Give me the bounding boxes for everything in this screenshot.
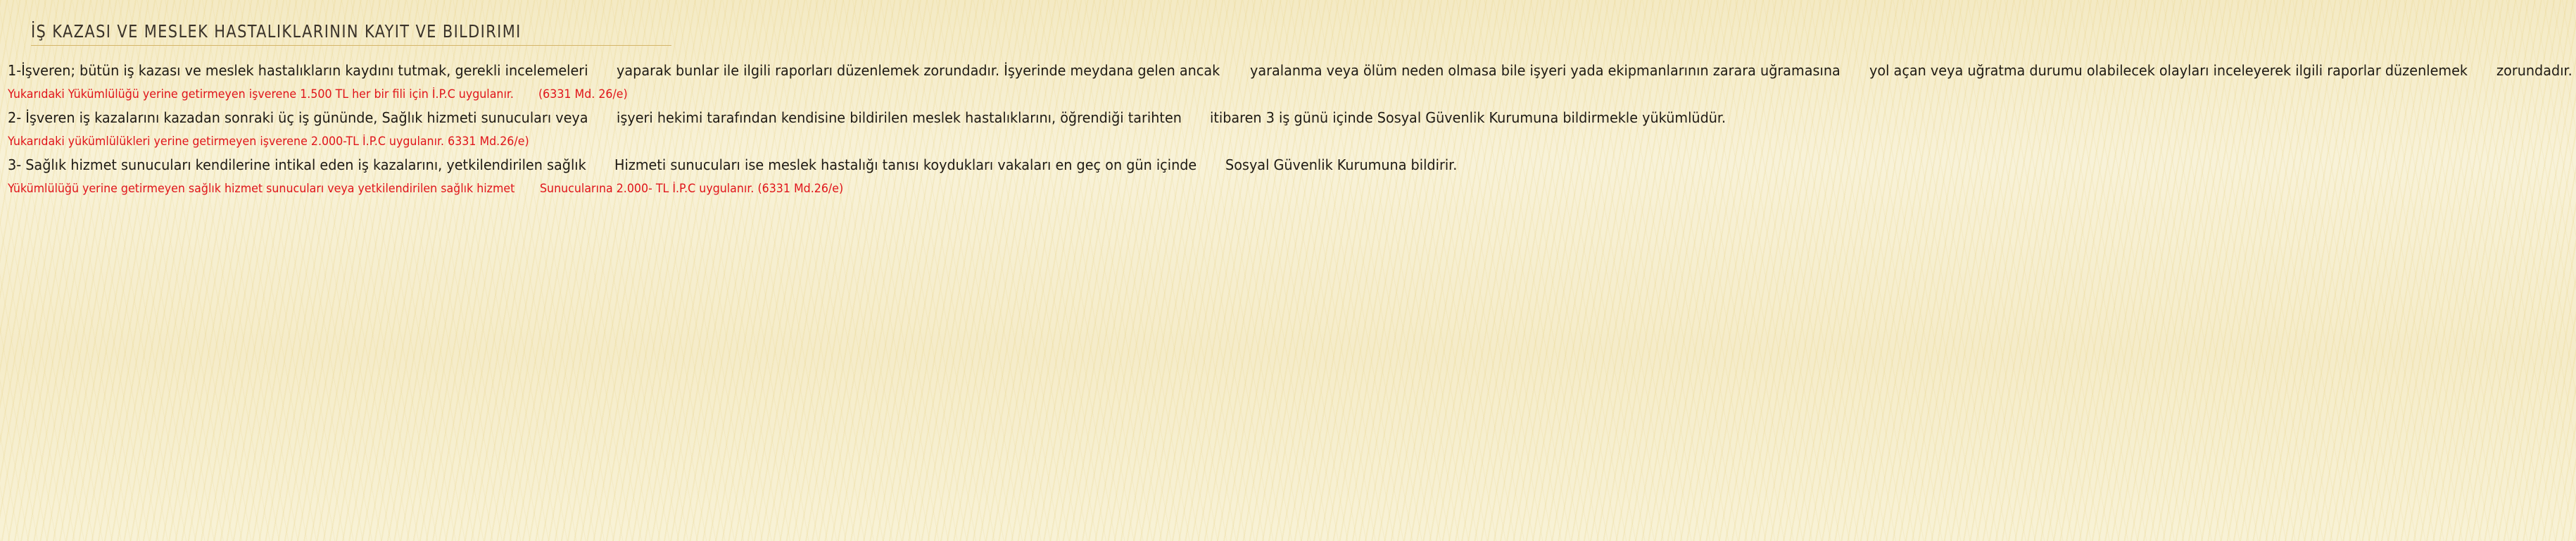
- text-line: 2- İşveren iş kazalarını kazadan sonraki üç iş gününde, Sağlık hizmeti sunucuları veya: [8, 109, 588, 126]
- paragraph-3: [8, 152, 1458, 178]
- penalty-note-1: [8, 84, 712, 105]
- penalty-line: Yukarıdaki Yükümlülüğü yerine getirmeyen işverene 1.500 TL her bir fili için İ.P.C uygulanır.: [8, 87, 514, 101]
- penalty-note-2: [8, 131, 712, 152]
- slide-body: [8, 58, 2573, 199]
- paragraph-2: [8, 105, 1726, 131]
- paragraph-1: [8, 58, 2573, 84]
- text-line: yol açan veya uğratma durumu olabilecek olayları inceleyerek ilgili raporlar düzenlemek: [1869, 62, 2468, 79]
- penalty-line: Sunucularına 2.000- TL İ.P.C uygulanır. (6331 Md.26/e): [539, 182, 843, 195]
- text-line: Sosyal Güvenlik Kurumuna bildirir.: [1225, 156, 1458, 173]
- text-line: yaparak bunlar ile ilgili raporları düzenlemek zorundadır. İşyerinde meydana gelen ancak: [617, 62, 1220, 79]
- text-line: itibaren 3 iş günü içinde Sosyal Güvenlik Kurumuna bildirmekle yükümlüdür.: [1210, 109, 1726, 126]
- text-line: 1-İşveren; bütün iş kazası ve meslek hastalıkların kaydını tutmak, gerekli incelemeleri: [8, 62, 588, 79]
- title-divider: [31, 45, 671, 46]
- penalty-line: Yukarıdaki yükümlülükleri yerine getirmeyen işverene 2.000-TL İ.P.C uygulanır. 6331 Md.26/e): [8, 135, 529, 148]
- text-line: Hizmeti sunucuları ise meslek hastalığı tanısı koydukları vakaları en geç on gün içinde: [614, 156, 1197, 173]
- text-line: işyeri hekimi tarafından kendisine bildirilen meslek hastalıklarını, öğrendiği tarihten: [617, 109, 1182, 126]
- penalty-line: Yükümlülüğü yerine getirmeyen sağlık hizmet sunucuları veya yetkilendirilen sağlık hizmet: [8, 182, 515, 195]
- text-line: yaralanma veya ölüm neden olmasa bile işyeri yada ekipmanlarının zarara uğramasına: [1249, 62, 1841, 79]
- slide-title: İŞ KAZASI VE MESLEK HASTALIKLARININ KAYIT VE BILDIRIMI: [31, 21, 522, 42]
- text-line: 3- Sağlık hizmet sunucuları kendilerine intikal eden iş kazalarını, yetkilendirilen sağlık: [8, 156, 586, 173]
- text-line: zorundadır.: [2496, 62, 2573, 79]
- penalty-note-3: [8, 178, 843, 199]
- penalty-line: (6331 Md. 26/e): [538, 87, 628, 101]
